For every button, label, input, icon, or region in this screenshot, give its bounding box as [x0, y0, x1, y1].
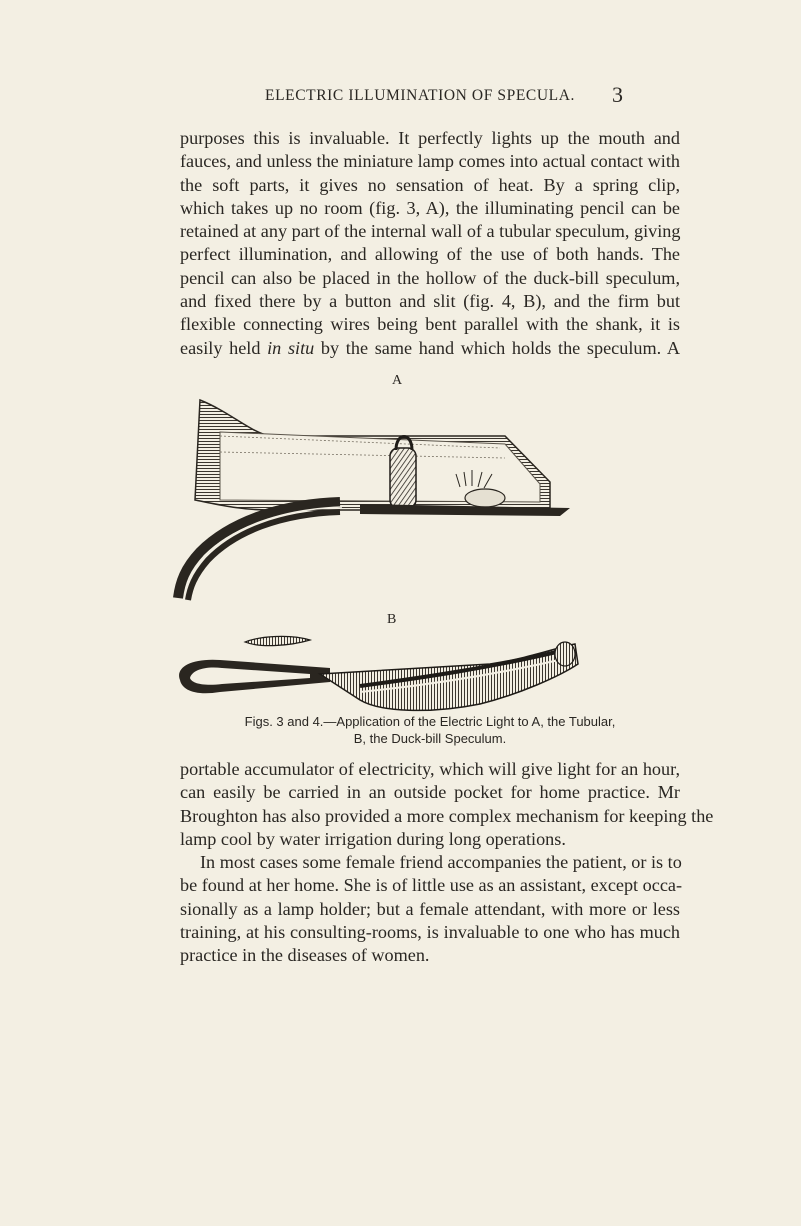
figure-caption: [180, 713, 680, 747]
figure-label-b: B: [387, 612, 398, 627]
text-line: portable accumulator of electricity, which will give light for an hour,: [180, 759, 680, 779]
text-line-final: [180, 337, 680, 360]
running-title: ELECTRIC ILLUMINATION OF SPECULA.: [265, 87, 575, 104]
text-line: Broughton has also provided a more complex mechanism for keeping the: [180, 805, 714, 826]
text-line: can easily be carried in an outside pocket for home practice. Mr: [180, 782, 680, 803]
latin-phrase: in situ: [267, 337, 315, 358]
text-line: training, at his consulting-rooms, is invaluable to one who has much: [180, 922, 680, 943]
text-fragment: easily held: [180, 337, 268, 358]
text-line: practice in the diseases of women.: [180, 945, 430, 966]
caption-line: Figs. 3 and 4.—Application of the Electric Light to A, the Tubular,: [244, 714, 616, 729]
page-number: 3: [612, 82, 623, 107]
text-line: which takes up no room (fig. 3, A), the illuminating pencil can be: [180, 197, 680, 218]
text-fragment: by the same hand which holds the speculum. A: [314, 337, 680, 358]
text-line: purposes this is invaluable. It perfectly lights up the mouth and: [180, 128, 680, 148]
text-line: the soft parts, it gives no sensation of heat. By a spring clip,: [180, 174, 680, 195]
text-line: fauces, and unless the miniature lamp comes into actual contact with: [180, 151, 680, 172]
text-line: In most cases some female friend accompanies the patient, or is to: [200, 852, 682, 873]
tubular-speculum-illustration: [160, 392, 580, 602]
text-line: pencil can also be placed in the hollow of the duck-bill speculum,: [180, 267, 680, 288]
caption-line: B, the Duck-bill Speculum.: [353, 731, 507, 746]
text-line: and fixed there by a button and slit (fig. 4, B), and the firm but: [180, 291, 680, 312]
figure-label-a: A: [392, 373, 404, 388]
text-line: be found at her home. She is of little use as an assistant, except occa-: [180, 875, 683, 896]
duck-bill-speculum-illustration: [160, 628, 590, 716]
paragraph-2: [180, 758, 714, 968]
paragraph-1: [180, 127, 680, 360]
text-line: sionally as a lamp holder; but a female attendant, with more or less: [180, 898, 680, 919]
text-line: perfect illumination, and allowing of the use of both hands. The: [180, 244, 680, 265]
text-line: lamp cool by water irrigation during long operations.: [180, 828, 566, 849]
text-line: flexible connecting wires being bent parallel with the shank, it is: [180, 314, 680, 335]
text-line: retained at any part of the internal wall of a tubular speculum, giving: [180, 221, 681, 242]
